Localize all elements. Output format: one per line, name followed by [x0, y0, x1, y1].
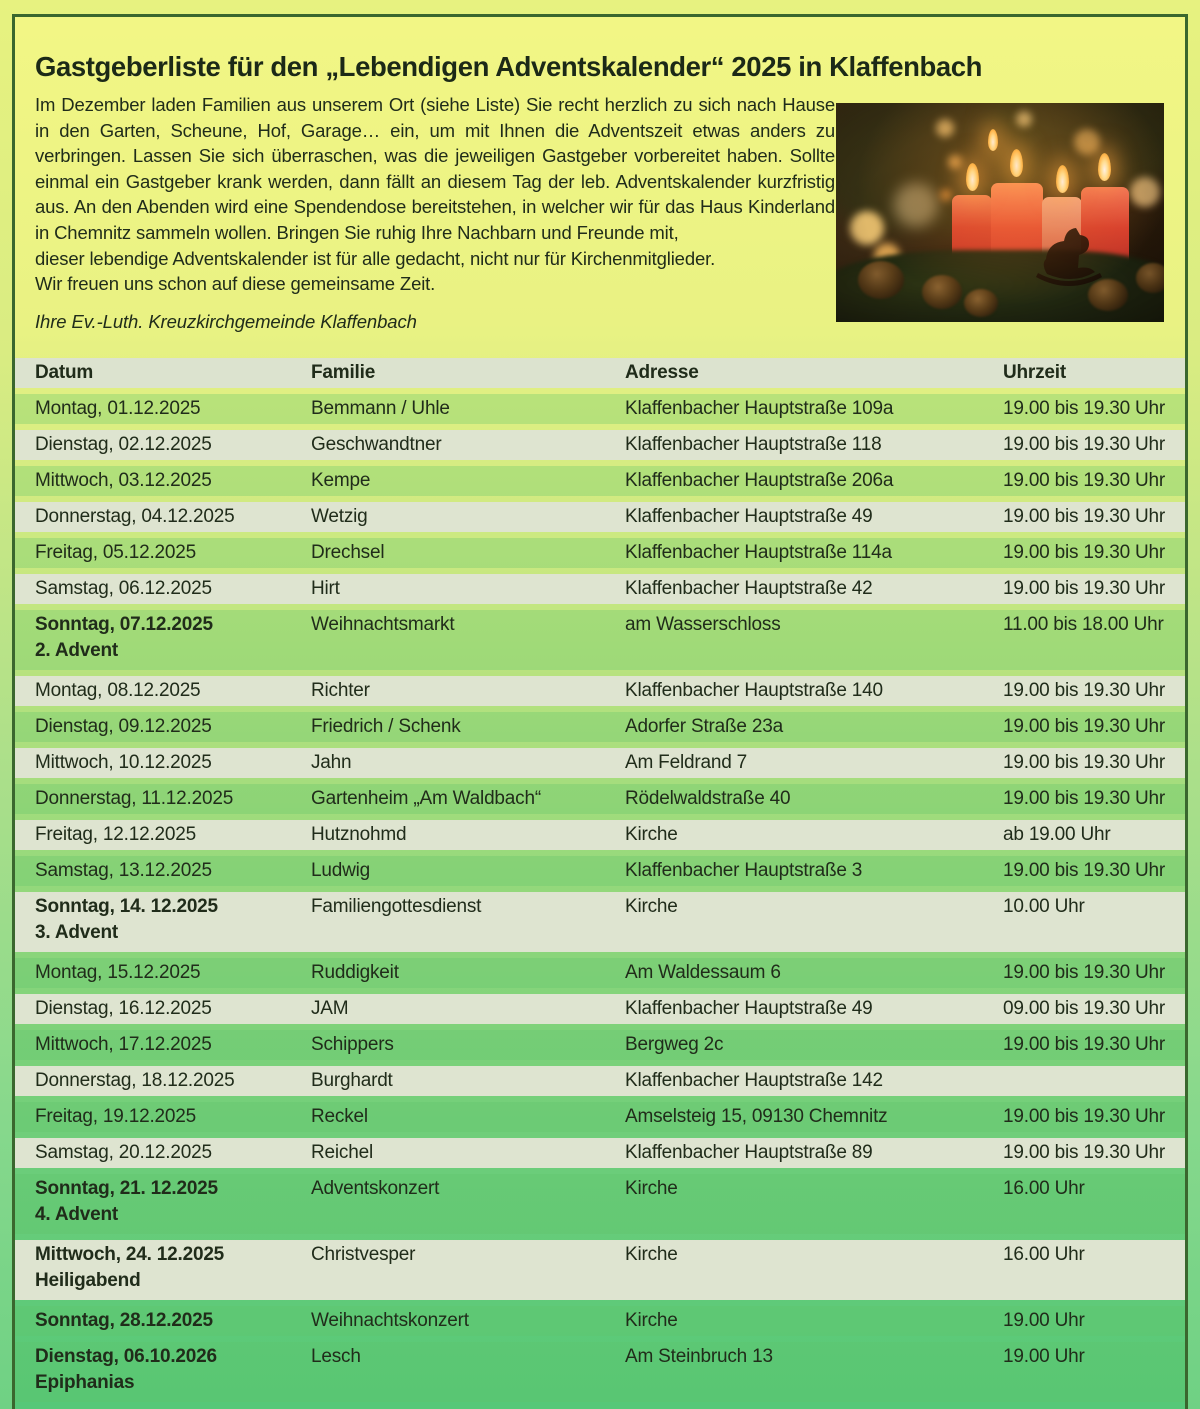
- cell-datum: [35, 748, 311, 778]
- cell-adresse-wrap: [625, 676, 1003, 706]
- cell-adresse-wrap: [625, 1306, 1003, 1336]
- cell-datum: [35, 958, 311, 988]
- cell-familie-wrap: [311, 958, 625, 988]
- host-table: [15, 358, 1185, 1408]
- cell-datum: [35, 1030, 311, 1060]
- cell-adresse: Am Waldessaum 6: [625, 962, 781, 983]
- cell-uhrzeit: [1003, 1066, 1185, 1096]
- cell-adresse: Klaffenbacher Hauptstraße 114a: [625, 542, 892, 563]
- cell-adresse-wrap: [625, 712, 1003, 742]
- cell-datum: [35, 538, 311, 568]
- cell-uhrzeit: 19.00 bis 19.30 Uhr: [1003, 470, 1166, 491]
- cell-datum-line1: Sonntag, 21. 12.2025: [35, 1178, 218, 1199]
- cell-datum-line2: Epiphanias: [35, 1372, 135, 1393]
- cell-datum-line1: Freitag, 05.12.2025: [35, 542, 196, 563]
- cell-uhrzeit-wrap: [1003, 610, 1185, 670]
- cell-datum-line1: Sonntag, 07.12.2025: [35, 614, 213, 635]
- cell-datum: [35, 994, 311, 1024]
- cell-adresse: Kirche: [625, 896, 678, 917]
- table-row: [15, 712, 1185, 742]
- cell-adresse-wrap: [625, 1138, 1003, 1168]
- cell-uhrzeit: 16.00 Uhr: [1003, 1244, 1085, 1265]
- cell-familie: Reichel: [311, 1142, 373, 1163]
- cell-uhrzeit: 19.00 Uhr: [1003, 1310, 1085, 1331]
- cell-adresse-wrap: [625, 394, 1003, 424]
- cell-familie-wrap: [311, 892, 625, 952]
- cell-datum: [35, 820, 311, 850]
- cell-familie-wrap: [311, 676, 625, 706]
- cell-adresse-wrap: [625, 784, 1003, 814]
- cell-uhrzeit-wrap: [1003, 1138, 1185, 1168]
- cell-uhrzeit-wrap: [1003, 466, 1185, 496]
- table-row: [15, 958, 1185, 988]
- cell-uhrzeit: 09.00 bis 19.30 Uhr: [1003, 998, 1166, 1019]
- cell-datum: [35, 394, 311, 424]
- cell-adresse: Klaffenbacher Hauptstraße 140: [625, 680, 883, 701]
- cell-familie-wrap: [311, 394, 625, 424]
- cell-datum-line1: Donnerstag, 18.12.2025: [35, 1070, 235, 1091]
- cell-adresse-wrap: [625, 502, 1003, 532]
- advent-wreath-photo: [836, 103, 1164, 322]
- cell-uhrzeit-wrap: [1003, 430, 1185, 460]
- cell-uhrzeit-wrap: [1003, 1306, 1185, 1336]
- cell-familie-wrap: [311, 1174, 625, 1234]
- cell-datum-line1: Montag, 08.12.2025: [35, 680, 201, 701]
- cell-familie-wrap: [311, 1066, 625, 1096]
- cell-uhrzeit: 10.00 Uhr: [1003, 896, 1085, 917]
- cell-datum-line1: Samstag, 13.12.2025: [35, 860, 212, 881]
- cell-familie-wrap: [311, 1306, 625, 1336]
- cell-familie-wrap: [311, 1138, 625, 1168]
- cell-familie: Christvesper: [311, 1244, 416, 1265]
- cell-uhrzeit-wrap: [1003, 1066, 1185, 1096]
- table-row: [15, 610, 1185, 670]
- cell-uhrzeit-wrap: [1003, 1240, 1185, 1300]
- cell-familie-wrap: [311, 856, 625, 886]
- cell-datum-line1: Mittwoch, 17.12.2025: [35, 1034, 212, 1055]
- cell-adresse: Klaffenbacher Hauptstraße 3: [625, 860, 863, 881]
- cell-familie-wrap: [311, 430, 625, 460]
- table-row: [15, 1240, 1185, 1300]
- cell-datum: [35, 712, 311, 742]
- cell-datum-line2: 4. Advent: [35, 1204, 119, 1225]
- cell-datum-line1: Mittwoch, 24. 12.2025: [35, 1244, 225, 1265]
- cell-datum: [35, 1306, 311, 1336]
- cell-familie: Jahn: [311, 752, 352, 773]
- cell-datum: [35, 430, 311, 460]
- cell-adresse-wrap: [625, 1066, 1003, 1096]
- header-familie: Familie: [311, 362, 376, 383]
- cell-uhrzeit: 19.00 bis 19.30 Uhr: [1003, 1106, 1166, 1127]
- cell-adresse-wrap: [625, 574, 1003, 604]
- cell-adresse-wrap: [625, 1342, 1003, 1402]
- cell-adresse: Am Steinbruch 13: [625, 1346, 773, 1367]
- cell-uhrzeit-wrap: [1003, 676, 1185, 706]
- cell-adresse: Klaffenbacher Hauptstraße 89: [625, 1142, 873, 1163]
- cell-adresse-wrap: [625, 430, 1003, 460]
- cell-datum-line1: Mittwoch, 10.12.2025: [35, 752, 212, 773]
- cell-familie: Hutznohmd: [311, 824, 407, 845]
- cell-datum: [35, 784, 311, 814]
- cell-uhrzeit: 19.00 bis 19.30 Uhr: [1003, 542, 1166, 563]
- cell-datum-line2: 3. Advent: [35, 922, 119, 943]
- cell-familie-wrap: [311, 502, 625, 532]
- cell-adresse: Klaffenbacher Hauptstraße 49: [625, 506, 873, 527]
- cell-datum-line1: Samstag, 06.12.2025: [35, 578, 212, 599]
- cell-datum-line1: Dienstag, 02.12.2025: [35, 434, 212, 455]
- cell-familie: Weihnachtsmarkt: [311, 614, 455, 635]
- table-row: [15, 1102, 1185, 1132]
- cell-datum: [35, 676, 311, 706]
- cell-familie: Reckel: [311, 1106, 368, 1127]
- cell-familie: Hirt: [311, 578, 340, 599]
- cell-adresse-wrap: [625, 1102, 1003, 1132]
- photo-glow-overlay: [836, 103, 1164, 322]
- header-datum: Datum: [35, 362, 94, 383]
- cell-adresse-wrap: [625, 820, 1003, 850]
- table-row: [15, 1306, 1185, 1336]
- cell-familie: Drechsel: [311, 542, 385, 563]
- table-row: [15, 1342, 1185, 1402]
- cell-adresse: Bergweg 2c: [625, 1034, 724, 1055]
- cell-adresse-wrap: [625, 748, 1003, 778]
- signature-line: Ihre Ev.-Luth. Kreuzkirchgemeinde Klaffenbach: [35, 311, 417, 332]
- cell-datum-line1: Mittwoch, 03.12.2025: [35, 470, 212, 491]
- cell-datum: [35, 892, 311, 952]
- cell-datum-line1: Sonntag, 14. 12.2025: [35, 896, 218, 917]
- cell-uhrzeit-wrap: [1003, 748, 1185, 778]
- cell-datum-line1: Donnerstag, 04.12.2025: [35, 506, 235, 527]
- cell-adresse: Klaffenbacher Hauptstraße 42: [625, 578, 873, 599]
- cell-adresse: Rödelwaldstraße 40: [625, 788, 791, 809]
- cell-familie-wrap: [311, 538, 625, 568]
- cell-datum-line1: Montag, 01.12.2025: [35, 398, 201, 419]
- cell-uhrzeit-wrap: [1003, 712, 1185, 742]
- cell-datum-line2: 2. Advent: [35, 640, 119, 661]
- cell-datum-line1: Donnerstag, 11.12.2025: [35, 788, 234, 809]
- cell-uhrzeit-wrap: [1003, 1102, 1185, 1132]
- cell-uhrzeit-wrap: [1003, 394, 1185, 424]
- cell-familie: Familiengottesdienst: [311, 896, 482, 917]
- cell-uhrzeit: 19.00 bis 19.30 Uhr: [1003, 1142, 1166, 1163]
- table-row: [15, 784, 1185, 814]
- cell-uhrzeit: 19.00 bis 19.30 Uhr: [1003, 680, 1166, 701]
- cell-datum: [35, 1138, 311, 1168]
- cell-uhrzeit: 19.00 Uhr: [1003, 1346, 1085, 1367]
- cell-familie-wrap: [311, 820, 625, 850]
- table-row: [15, 748, 1185, 778]
- cell-adresse: am Wasserschloss: [625, 614, 781, 635]
- cell-uhrzeit-wrap: [1003, 856, 1185, 886]
- cell-datum: [35, 1240, 311, 1300]
- cell-adresse: Am Feldrand 7: [625, 752, 748, 773]
- cell-adresse-wrap: [625, 1240, 1003, 1300]
- cell-uhrzeit: 11.00 bis 18.00 Uhr: [1003, 614, 1164, 635]
- cell-datum: [35, 1102, 311, 1132]
- cell-uhrzeit: 19.00 bis 19.30 Uhr: [1003, 716, 1166, 737]
- cell-uhrzeit-wrap: [1003, 1030, 1185, 1060]
- cell-familie: Kempe: [311, 470, 371, 491]
- page-title: Gastgeberliste für den „Lebendigen Adventskalender“ 2025 in Klaffenbach: [35, 51, 983, 83]
- cell-familie: Bemmann / Uhle: [311, 398, 450, 419]
- cell-adresse: Adorfer Straße 23a: [625, 716, 783, 737]
- cell-datum-line1: Samstag, 20.12.2025: [35, 1142, 212, 1163]
- table-row: [15, 856, 1185, 886]
- cell-datum-line2: Heiligabend: [35, 1270, 141, 1291]
- cell-familie-wrap: [311, 574, 625, 604]
- cell-familie-wrap: [311, 1342, 625, 1402]
- header-adresse: Adresse: [625, 362, 699, 383]
- cell-uhrzeit: 19.00 bis 19.30 Uhr: [1003, 578, 1166, 599]
- cell-adresse-wrap: [625, 892, 1003, 952]
- cell-familie: Geschwandtner: [311, 434, 442, 455]
- table-row: [15, 466, 1185, 496]
- table-row: [15, 538, 1185, 568]
- cell-uhrzeit: 19.00 bis 19.30 Uhr: [1003, 962, 1166, 983]
- cell-uhrzeit: ab 19.00 Uhr: [1003, 824, 1111, 845]
- cell-adresse: Kirche: [625, 824, 678, 845]
- cell-uhrzeit-wrap: [1003, 538, 1185, 568]
- cell-uhrzeit: 19.00 bis 19.30 Uhr: [1003, 434, 1166, 455]
- cell-familie-wrap: [311, 1102, 625, 1132]
- cell-uhrzeit: 19.00 bis 19.30 Uhr: [1003, 752, 1166, 773]
- cell-familie: Lesch: [311, 1346, 361, 1367]
- cell-familie: Ruddigkeit: [311, 962, 399, 983]
- cell-uhrzeit: 19.00 bis 19.30 Uhr: [1003, 398, 1166, 419]
- cell-uhrzeit: 19.00 bis 19.30 Uhr: [1003, 506, 1166, 527]
- cell-datum: [35, 856, 311, 886]
- cell-adresse: Kirche: [625, 1178, 678, 1199]
- cell-familie: Richter: [311, 680, 370, 701]
- cell-familie-wrap: [311, 466, 625, 496]
- intro-paragraph-1: Im Dezember laden Familien aus unserem Ort (siehe Liste) Sie recht herzlich zu sich nach Hause in den Garten, Scheune, Hof, Garage… ein, um mit Ihnen die Adventszeit etwas anders zu verbringen. Lassen Sie sich überraschen, was die jeweiligen Gastgeber vorbereitet haben. Sollte einmal ein Gastgeber krank werden, dann fällt an diesem Tag der leb. Adventskalender kurzfristig aus. An den Abenden wird eine Spendendose bereitstehen, in welcher wir für das Haus Kinderland in Chemnitz sammeln wollen. Bringen Sie ruhig Ihre Nachbarn und Freunde mit,: [35, 94, 835, 243]
- cell-adresse-wrap: [625, 856, 1003, 886]
- cell-adresse: Klaffenbacher Hauptstraße 109a: [625, 398, 894, 419]
- cell-datum-line1: Dienstag, 06.10.2026: [35, 1346, 217, 1367]
- cell-uhrzeit: 19.00 bis 19.30 Uhr: [1003, 788, 1166, 809]
- cell-datum-line1: Montag, 15.12.2025: [35, 962, 201, 983]
- table-row: [15, 1030, 1185, 1060]
- cell-datum: [35, 502, 311, 532]
- cell-uhrzeit-wrap: [1003, 994, 1185, 1024]
- table-row: [15, 394, 1185, 424]
- cell-familie-wrap: [311, 748, 625, 778]
- cell-adresse: Klaffenbacher Hauptstraße 206a: [625, 470, 894, 491]
- cell-uhrzeit-wrap: [1003, 820, 1185, 850]
- intro-text: [35, 92, 835, 297]
- cell-datum: [35, 1066, 311, 1096]
- cell-datum-line1: Dienstag, 16.12.2025: [35, 998, 212, 1019]
- cell-adresse-wrap: [625, 538, 1003, 568]
- table-row: [15, 676, 1185, 706]
- table-rows: [15, 394, 1185, 1402]
- cell-datum-line1: Sonntag, 28.12.2025: [35, 1310, 213, 1331]
- cell-uhrzeit-wrap: [1003, 784, 1185, 814]
- cell-familie: JAM: [311, 998, 349, 1019]
- cell-familie: Adventskonzert: [311, 1178, 440, 1199]
- table-row: [15, 574, 1185, 604]
- cell-adresse-wrap: [625, 958, 1003, 988]
- cell-familie: Friedrich / Schenk: [311, 716, 461, 737]
- cell-uhrzeit-wrap: [1003, 574, 1185, 604]
- cell-datum-line1: Freitag, 19.12.2025: [35, 1106, 196, 1127]
- table-row: [15, 430, 1185, 460]
- cell-adresse-wrap: [625, 1174, 1003, 1234]
- cell-uhrzeit-wrap: [1003, 892, 1185, 952]
- cell-datum: [35, 574, 311, 604]
- table-row: [15, 994, 1185, 1024]
- cell-familie: Weihnachtskonzert: [311, 1310, 469, 1331]
- table-header-row: [15, 358, 1185, 388]
- cell-familie-wrap: [311, 994, 625, 1024]
- cell-uhrzeit: 16.00 Uhr: [1003, 1178, 1085, 1199]
- cell-familie: Ludwig: [311, 860, 371, 881]
- table-row: [15, 820, 1185, 850]
- cell-adresse: Kirche: [625, 1244, 678, 1265]
- cell-adresse-wrap: [625, 1030, 1003, 1060]
- cell-datum: [35, 1342, 311, 1402]
- cell-uhrzeit-wrap: [1003, 958, 1185, 988]
- cell-adresse: Amselsteig 15, 09130 Chemnitz: [625, 1106, 888, 1127]
- cell-adresse-wrap: [625, 994, 1003, 1024]
- table-row: [15, 1066, 1185, 1096]
- table-row: [15, 1174, 1185, 1234]
- cell-familie-wrap: [311, 1240, 625, 1300]
- cell-adresse-wrap: [625, 466, 1003, 496]
- cell-datum: [35, 466, 311, 496]
- cell-adresse: Klaffenbacher Hauptstraße 142: [625, 1070, 883, 1091]
- cell-familie: Gartenheim „Am Waldbach“: [311, 788, 541, 809]
- table-row: [15, 502, 1185, 532]
- cell-familie-wrap: [311, 784, 625, 814]
- cell-uhrzeit: 19.00 bis 19.30 Uhr: [1003, 860, 1166, 881]
- cell-datum-line1: Dienstag, 09.12.2025: [35, 716, 212, 737]
- cell-familie: Schippers: [311, 1034, 394, 1055]
- cell-uhrzeit-wrap: [1003, 1342, 1185, 1402]
- cell-uhrzeit-wrap: [1003, 502, 1185, 532]
- cell-adresse: Kirche: [625, 1310, 678, 1331]
- cell-datum: [35, 610, 311, 670]
- header-uhrzeit: Uhrzeit: [1003, 362, 1066, 383]
- intro-paragraph-3: Wir freuen uns schon auf diese gemeinsame Zeit.: [35, 273, 436, 295]
- intro-paragraph-2: dieser lebendige Adventskalender ist für alle gedacht, nicht nur für Kirchenmitglieder.: [35, 247, 716, 269]
- table-row: [15, 1138, 1185, 1168]
- cell-adresse-wrap: [625, 610, 1003, 670]
- cell-uhrzeit: 19.00 bis 19.30 Uhr: [1003, 1034, 1166, 1055]
- cell-familie: Wetzig: [311, 506, 368, 527]
- cell-familie-wrap: [311, 712, 625, 742]
- cell-familie: Burghardt: [311, 1070, 393, 1091]
- cell-adresse: Klaffenbacher Hauptstraße 118: [625, 434, 882, 455]
- cell-datum: [35, 1174, 311, 1234]
- cell-familie-wrap: [311, 1030, 625, 1060]
- cell-familie-wrap: [311, 610, 625, 670]
- cell-datum-line1: Freitag, 12.12.2025: [35, 824, 196, 845]
- table-row: [15, 892, 1185, 952]
- cell-uhrzeit-wrap: [1003, 1174, 1185, 1234]
- cell-adresse: Klaffenbacher Hauptstraße 49: [625, 998, 873, 1019]
